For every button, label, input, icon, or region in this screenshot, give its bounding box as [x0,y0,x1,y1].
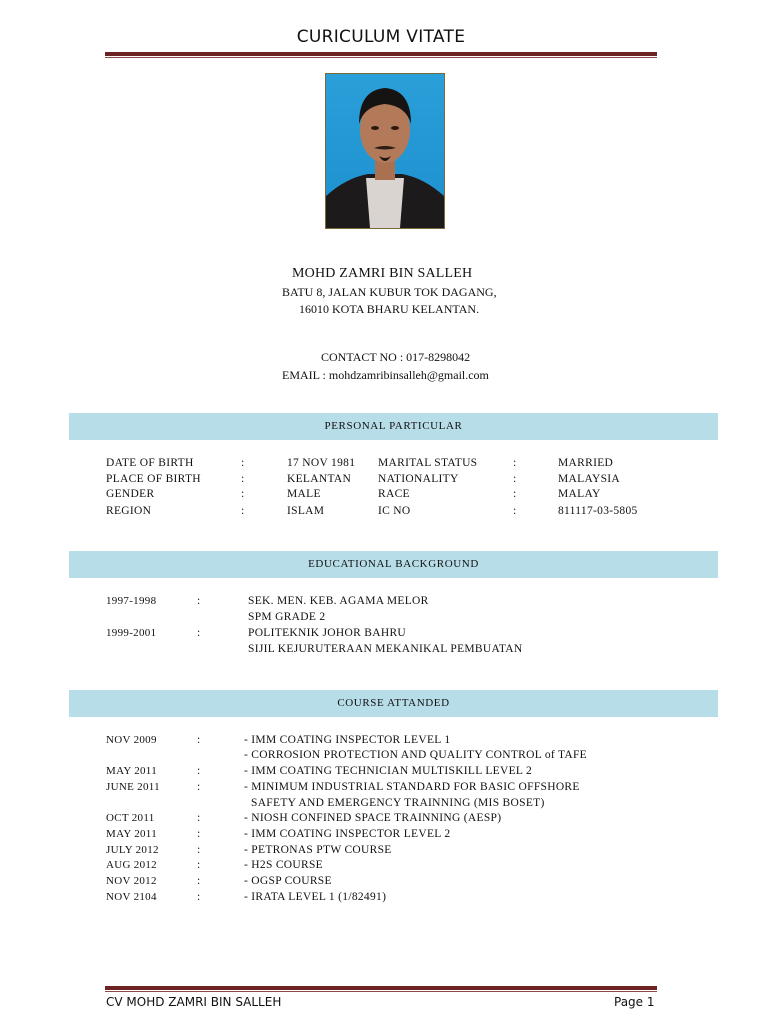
personal-separator: : [241,457,245,469]
education-year: 1997-1998 [106,595,157,607]
education-year: 1999-2001 [106,627,157,639]
personal-separator: : [513,473,517,485]
course-separator: : [197,828,201,840]
course-entry: SAFETY AND EMERGENCY TRAINNING (MIS BOSET) [251,797,545,809]
page-number: Page 1 [614,995,655,1009]
course-entry: - CORROSION PROTECTION AND QUALITY CONTROL of TAFE [244,749,587,761]
education-entry: SIJIL KEJURUTERAAN MEKANIKAL PEMBUATAN [248,643,523,655]
course-separator: : [197,781,201,793]
personal-label: DATE OF BIRTH [106,457,194,469]
document-title: CURICULUM VITATE [296,27,466,47]
course-date: NOV 2009 [106,734,157,746]
course-date: JULY 2012 [106,844,159,856]
course-separator: : [197,844,201,856]
course-entry: - PETRONAS PTW COURSE [244,844,392,856]
course-separator: : [197,765,201,777]
footer-title: CV MOHD ZAMRI BIN SALLEH [106,995,282,1009]
personal-separator: : [241,488,245,500]
education-entry: SEK. MEN. KEB. AGAMA MELOR [248,595,429,607]
header-rule [105,52,657,56]
course-entry: - H2S COURSE [244,859,324,871]
personal-value: 811117-03-5805 [558,505,638,517]
address-line-2: 16010 KOTA BHARU KELANTAN. [299,302,480,316]
section-education-heading: EDUCATIONAL BACKGROUND [69,551,718,578]
footer-rule [105,986,657,990]
personal-separator: : [513,488,517,500]
personal-label: PLACE OF BIRTH [106,473,201,485]
profile-name: MOHD ZAMRI BIN SALLEH [292,266,473,281]
course-entry: - MINIMUM INDUSTRIAL STANDARD FOR BASIC OFFSHORE [244,781,580,793]
section-courses-heading: COURSE ATTANDED [69,690,718,717]
personal-value: ISLAM [287,505,325,517]
course-date: NOV 2104 [106,891,157,903]
course-separator: : [197,859,201,871]
course-date: NOV 2012 [106,875,157,887]
course-date: MAY 2011 [106,828,157,840]
personal-value: MALAYSIA [558,473,621,485]
course-date: JUNE 2011 [106,781,160,793]
header-rule-thin [105,57,657,58]
course-date: MAY 2011 [106,765,157,777]
profile-photo [325,73,445,229]
personal-separator: : [241,473,245,485]
personal-label: GENDER [106,488,155,500]
course-date: AUG 2012 [106,859,157,871]
course-separator: : [197,891,201,903]
email-address: EMAIL : mohdzamribinsalleh@gmail.com [282,368,489,382]
course-entry: - NIOSH CONFINED SPACE TRAINNING (AESP) [244,812,502,824]
personal-label: MARITAL STATUS [378,457,478,469]
personal-label: RACE [378,488,410,500]
course-entry: - IMM COATING INSPECTOR LEVEL 1 [244,734,451,746]
personal-value: 17 NOV 1981 [287,457,356,469]
course-separator: : [197,734,201,746]
contact-number: CONTACT NO : 017-8298042 [321,350,471,364]
personal-separator: : [513,505,517,517]
section-personal-heading: PERSONAL PARTICULAR [69,413,718,440]
personal-label: REGION [106,505,152,517]
education-entry: POLITEKNIK JOHOR BAHRU [248,627,407,639]
address-line-1: BATU 8, JALAN KUBUR TOK DAGANG, [282,285,497,299]
course-entry: - IMM COATING INSPECTOR LEVEL 2 [244,828,451,840]
education-separator: : [197,595,201,607]
personal-value: MALE [287,488,321,500]
course-date: OCT 2011 [106,812,155,824]
course-separator: : [197,812,201,824]
personal-value: MALAY [558,488,601,500]
course-entry: - IRATA LEVEL 1 (1/82491) [244,891,387,903]
course-entry: - IMM COATING TECHNICIAN MULTISKILL LEVEL 2 [244,765,533,777]
personal-label: IC NO [378,505,411,517]
course-entry: - OGSP COURSE [244,875,332,887]
education-entry: SPM GRADE 2 [248,611,326,623]
personal-label: NATIONALITY [378,473,459,485]
personal-separator: : [513,457,517,469]
personal-value: KELANTAN [287,473,352,485]
personal-separator: : [241,505,245,517]
education-separator: : [197,627,201,639]
footer-rule-thin [105,991,657,992]
course-separator: : [197,875,201,887]
personal-value: MARRIED [558,457,614,469]
